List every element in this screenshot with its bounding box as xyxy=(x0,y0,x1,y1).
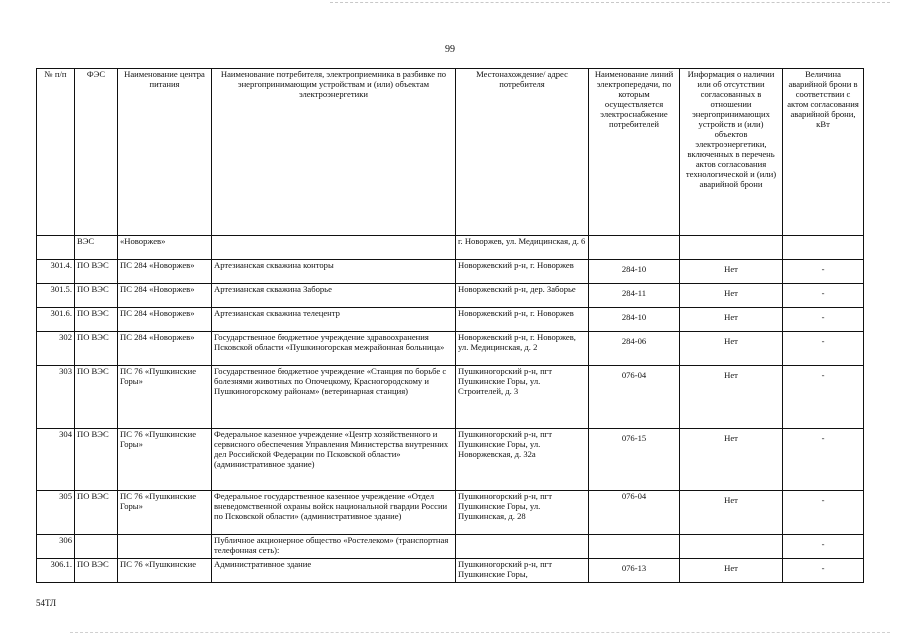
cell-reserve: - xyxy=(783,332,864,366)
header-info: Информация о наличии или об отсутствии согласованных в отношении энергопринимающих устройств и (или) объектов электроэнергетики, включенных в перечень актов согласования технологической и (или) аварийной брони xyxy=(680,69,783,236)
cell-info: Нет xyxy=(680,491,783,535)
table-row xyxy=(37,429,864,491)
cell-center: ПС 76 «Пушкинские Горы» xyxy=(118,429,212,491)
cell-consumer: Федеральное казенное учреждение «Центр хозяйственного и сервисного обеспечения Управления Министерства внутренних дел Российской Федерации по Псковской области» (административное здание) xyxy=(212,429,456,491)
cell-address: Пушкиногорский р-н, пгт Пушкинские Горы, ул. Строителей, д. 3 xyxy=(456,366,589,429)
cell-address: Пушкиногорский р-н, пгт Пушкинские Горы, ул. Пушкинская, д. 28 xyxy=(456,491,589,535)
cell-fes: ПО ВЭС xyxy=(75,429,118,491)
cell-center: ПС 284 «Новоржев» xyxy=(118,308,212,332)
cell-line xyxy=(589,236,680,260)
header-num: № п/п xyxy=(37,69,75,236)
cell-reserve: - xyxy=(783,429,864,491)
header-consumer: Наименование потребителя, электроприемника в разбивке по энергопринимающим устройствам и (или) объектам электроэнергетики xyxy=(212,69,456,236)
cell-fes: ПО ВЭС xyxy=(75,559,118,583)
table-row xyxy=(37,332,864,366)
cell-consumer: Артезианская скважина конторы xyxy=(212,260,456,284)
cell-center: ПС 284 «Новоржев» xyxy=(118,332,212,366)
cell-reserve: - xyxy=(783,559,864,583)
cell-fes: ВЭС xyxy=(75,236,118,260)
header-fes: ФЭС xyxy=(75,69,118,236)
footer-code: 54ТЛ xyxy=(36,598,57,608)
table-row xyxy=(37,284,864,308)
cell-address: Новоржевский р-н, г. Новоржев xyxy=(456,308,589,332)
cell-line: 284-10 xyxy=(589,308,680,332)
cell-center: ПС 76 «Пушкинские Горы» xyxy=(118,366,212,429)
header-address: Местонахождение/ адрес потребителя xyxy=(456,69,589,236)
cell-consumer: Публичное акционерное общество «Ростелеком» (транспортная телефонная сеть): xyxy=(212,535,456,559)
table-row xyxy=(37,236,864,260)
header-reserve: Величина аварийной брони в соответствии с актом согласования аварийной брони, кВт xyxy=(783,69,864,236)
cell-line: 284-11 xyxy=(589,284,680,308)
cell-info xyxy=(680,236,783,260)
cell-info: Нет xyxy=(680,284,783,308)
cell-info xyxy=(680,535,783,559)
cell-num xyxy=(37,236,75,260)
cell-info: Нет xyxy=(680,332,783,366)
page-number: 99 xyxy=(445,44,455,55)
cell-line: 076-13 xyxy=(589,559,680,583)
cell-reserve: - xyxy=(783,284,864,308)
cell-num: 301.5. xyxy=(37,284,75,308)
cell-consumer: Артезианская скважина телецентр xyxy=(212,308,456,332)
cell-reserve: - xyxy=(783,260,864,284)
cell-address xyxy=(456,535,589,559)
cell-num: 301.6. xyxy=(37,308,75,332)
header-center: Наименование центра питания xyxy=(118,69,212,236)
cell-line: 076-04 xyxy=(589,366,680,429)
cell-info: Нет xyxy=(680,308,783,332)
cell-address: Новоржевский р-н, г. Новоржев, ул. Медицинская, д. 2 xyxy=(456,332,589,366)
table-header-row xyxy=(37,69,864,236)
cell-line: 076-04 xyxy=(589,491,680,535)
cell-num: 306.1. xyxy=(37,559,75,583)
cell-reserve xyxy=(783,236,864,260)
cell-info: Нет xyxy=(680,559,783,583)
cell-num: 304 xyxy=(37,429,75,491)
cell-center: «Новоржев» xyxy=(118,236,212,260)
cell-address: Пушкиногорский р-н, пгт Пушкинские Горы, ул. Новоржевская, д. 32а xyxy=(456,429,589,491)
cell-center: ПС 284 «Новоржев» xyxy=(118,284,212,308)
cell-consumer: Федеральное государственное казенное учреждение «Отдел вневедомственной охраны войск национальной гвардии России по Псковской области» (административное здание) xyxy=(212,491,456,535)
scan-artifact-top xyxy=(330,2,890,5)
consumers-table xyxy=(36,68,864,583)
cell-reserve: - xyxy=(783,308,864,332)
cell-num: 303 xyxy=(37,366,75,429)
cell-fes: ПО ВЭС xyxy=(75,260,118,284)
cell-consumer: Артезианская скважина Заборье xyxy=(212,284,456,308)
cell-num: 302 xyxy=(37,332,75,366)
cell-line: 076-15 xyxy=(589,429,680,491)
cell-address: г. Новоржев, ул. Медицинская, д. 6 xyxy=(456,236,589,260)
cell-reserve: - xyxy=(783,491,864,535)
scan-artifact-bottom xyxy=(70,632,890,635)
cell-address: Новоржевский р-н, дер. Заборье xyxy=(456,284,589,308)
cell-fes: ПО ВЭС xyxy=(75,284,118,308)
cell-center: ПС 284 «Новоржев» xyxy=(118,260,212,284)
cell-center xyxy=(118,535,212,559)
cell-line: 284-06 xyxy=(589,332,680,366)
table-row xyxy=(37,366,864,429)
cell-fes: ПО ВЭС xyxy=(75,491,118,535)
cell-consumer: Государственное бюджетное учреждение «Станция по борьбе с болезнями животных по Опочецкому, Красногородскому и Пушкиногорскому районам» (ветеринарная станция) xyxy=(212,366,456,429)
cell-reserve: - xyxy=(783,535,864,559)
cell-line xyxy=(589,535,680,559)
cell-consumer: Государственное бюджетное учреждение здравоохранения Псковской области «Пушкиногорская межрайонная больница» xyxy=(212,332,456,366)
cell-num: 306 xyxy=(37,535,75,559)
table-row xyxy=(37,308,864,332)
header-line: Наименование линий электропередачи, по которым осуществляется электроснабжение потребителей xyxy=(589,69,680,236)
cell-info: Нет xyxy=(680,429,783,491)
cell-reserve: - xyxy=(783,366,864,429)
table-row xyxy=(37,491,864,535)
cell-num: 305 xyxy=(37,491,75,535)
cell-address: Пушкиногорский р-н, пгт Пушкинские Горы, xyxy=(456,559,589,583)
table-row xyxy=(37,260,864,284)
cell-center: ПС 76 «Пушкинские xyxy=(118,559,212,583)
cell-fes: ПО ВЭС xyxy=(75,366,118,429)
table-row xyxy=(37,559,864,583)
cell-num: 301.4. xyxy=(37,260,75,284)
cell-consumer xyxy=(212,236,456,260)
cell-consumer: Административное здание xyxy=(212,559,456,583)
table-row xyxy=(37,535,864,559)
cell-fes: ПО ВЭС xyxy=(75,332,118,366)
cell-fes xyxy=(75,535,118,559)
cell-fes: ПО ВЭС xyxy=(75,308,118,332)
cell-center: ПС 76 «Пушкинские Горы» xyxy=(118,491,212,535)
cell-line: 284-10 xyxy=(589,260,680,284)
cell-info: Нет xyxy=(680,260,783,284)
cell-address: Новоржевский р-н, г. Новоржев xyxy=(456,260,589,284)
cell-info: Нет xyxy=(680,366,783,429)
